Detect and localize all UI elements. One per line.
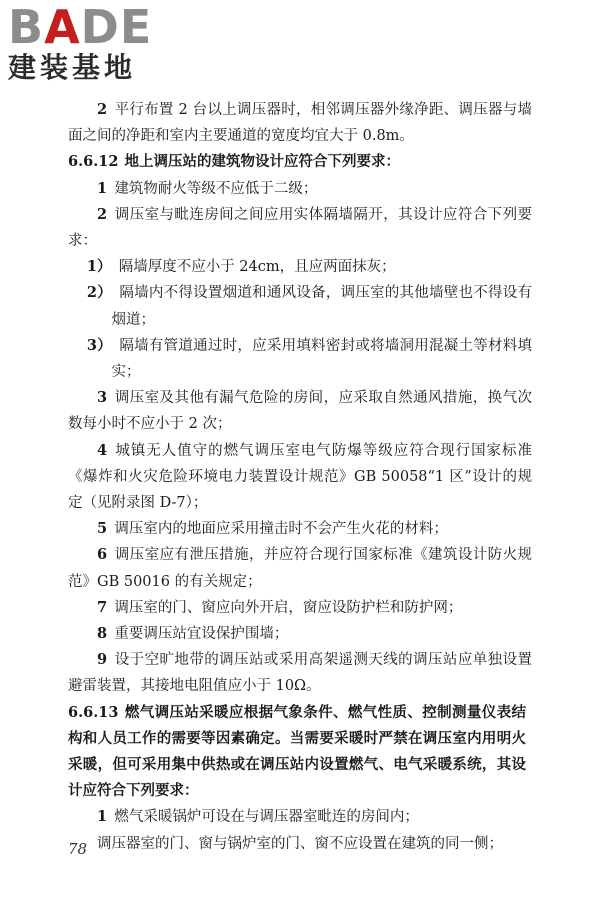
sub-item-paragraph bbox=[68, 254, 532, 280]
item-number: 7 bbox=[97, 598, 108, 616]
sub-item-paragraph bbox=[68, 280, 532, 332]
item-number: 3 bbox=[97, 389, 108, 407]
item-number: 1 bbox=[97, 808, 108, 826]
item-text: 调压器室的门、窗与锅炉室的门、窗不应设置在建筑的同一侧； bbox=[97, 835, 503, 852]
item-text: 隔墙有管道通过时，应采用填料密封或将墙洞用混凝土等材料填实； bbox=[111, 337, 532, 381]
item-paragraph bbox=[68, 542, 532, 594]
logo-letters: DE bbox=[80, 0, 153, 54]
item-paragraph bbox=[68, 176, 532, 202]
item-text: 平行布置 2 台以上调压器时，相邻调压器外缘净距、调压器与墙面之间的净距和室内主要通道的宽度均宜大于 0.8m。 bbox=[68, 102, 532, 145]
item-number: 6.6.13 bbox=[68, 703, 119, 721]
site-logo bbox=[8, 0, 198, 88]
item-paragraph bbox=[68, 385, 532, 437]
item-paragraph bbox=[68, 595, 532, 621]
item-number: 6.6.12 bbox=[68, 153, 119, 171]
item-number: 5 bbox=[97, 520, 108, 538]
item-paragraph bbox=[68, 202, 532, 254]
item-text: 建筑物耐火等级不应低于二级； bbox=[114, 180, 318, 197]
item-text: 调压室应有泄压措施，并应符合现行国家标准《建筑设计防火规范》GB 50016 的有关规定； bbox=[68, 547, 532, 590]
logo-letter: B bbox=[8, 0, 45, 54]
item-text: 隔墙内不得设置烟道和通风设备，调压室的其他墙壁也不得设有烟道； bbox=[111, 285, 532, 328]
item-paragraph bbox=[68, 516, 532, 542]
item-text: 重要调压站宜设保护围墙； bbox=[114, 626, 289, 643]
item-number: 2 bbox=[97, 101, 108, 118]
item-text: 燃气调压站采暖应根据气象条件、燃气性质、控制测量仪表结构和人员工作的需要等因素确定。当需要采暖时严禁在调压室内用明火采暖，但可采用集中供热或在调压站内设置燃气、电气采暖系统，其设计应符合下列要求： bbox=[68, 703, 526, 800]
item-paragraph bbox=[68, 647, 532, 699]
item-paragraph bbox=[68, 438, 532, 517]
item-paragraph bbox=[68, 831, 532, 857]
item-text: 调压室与毗连房间之间应用实体隔墙隔开，其设计应符合下列要求： bbox=[68, 206, 532, 250]
item-text: 城镇无人值守的燃气调压室电气防爆等级应符合现行国家标准《爆炸和火灾危险环境电力装置设计规范》GB 50058“1 区”设计的规定（见附录图 D-7）； bbox=[68, 442, 532, 512]
item-number: 2 bbox=[97, 205, 108, 223]
clause-paragraph bbox=[68, 149, 526, 175]
item-number: 1 bbox=[97, 179, 108, 197]
clause-paragraph bbox=[68, 700, 526, 805]
item-text: 隔墙厚度不应小于 24cm，且应两面抹灰； bbox=[118, 259, 396, 276]
item-text: 调压室内的地面应采用撞击时不会产生火花的材料； bbox=[114, 521, 448, 538]
item-text: 调压室及其他有漏气危险的房间，应采取自然通风措施，换气次数每小时不应小于 2 次； bbox=[68, 390, 532, 433]
item-number: 2） bbox=[86, 284, 112, 302]
logo-wordmark bbox=[8, 0, 198, 54]
item-paragraph bbox=[68, 804, 532, 830]
item-number: 6 bbox=[97, 546, 108, 564]
item-paragraph bbox=[68, 97, 532, 149]
page-number: 78 bbox=[68, 840, 88, 858]
logo-letter-accent: A bbox=[44, 0, 81, 54]
item-text: 地上调压站的建筑物设计应符合下列要求： bbox=[124, 153, 400, 171]
item-text: 燃气采暖锅炉可设在与调压器室毗连的房间内； bbox=[114, 809, 419, 826]
item-number: 1） bbox=[86, 258, 112, 276]
item-paragraph bbox=[68, 621, 532, 647]
item-number: 8 bbox=[97, 625, 108, 643]
item-number: 4 bbox=[97, 441, 108, 459]
sub-item-paragraph bbox=[68, 333, 532, 385]
item-number: 9 bbox=[97, 651, 108, 669]
item-text: 设于空旷地带的调压站或采用高架遥测天线的调压站应单独设置避雷装置，其接地电阻值应小于 10Ω。 bbox=[68, 652, 532, 695]
logo-subtitle: 建装基地 bbox=[8, 51, 137, 84]
document-body bbox=[68, 97, 532, 857]
item-number: 3） bbox=[86, 336, 112, 354]
item-text: 调压室的门、窗应向外开启，窗应设防护栏和防护网； bbox=[114, 599, 463, 616]
